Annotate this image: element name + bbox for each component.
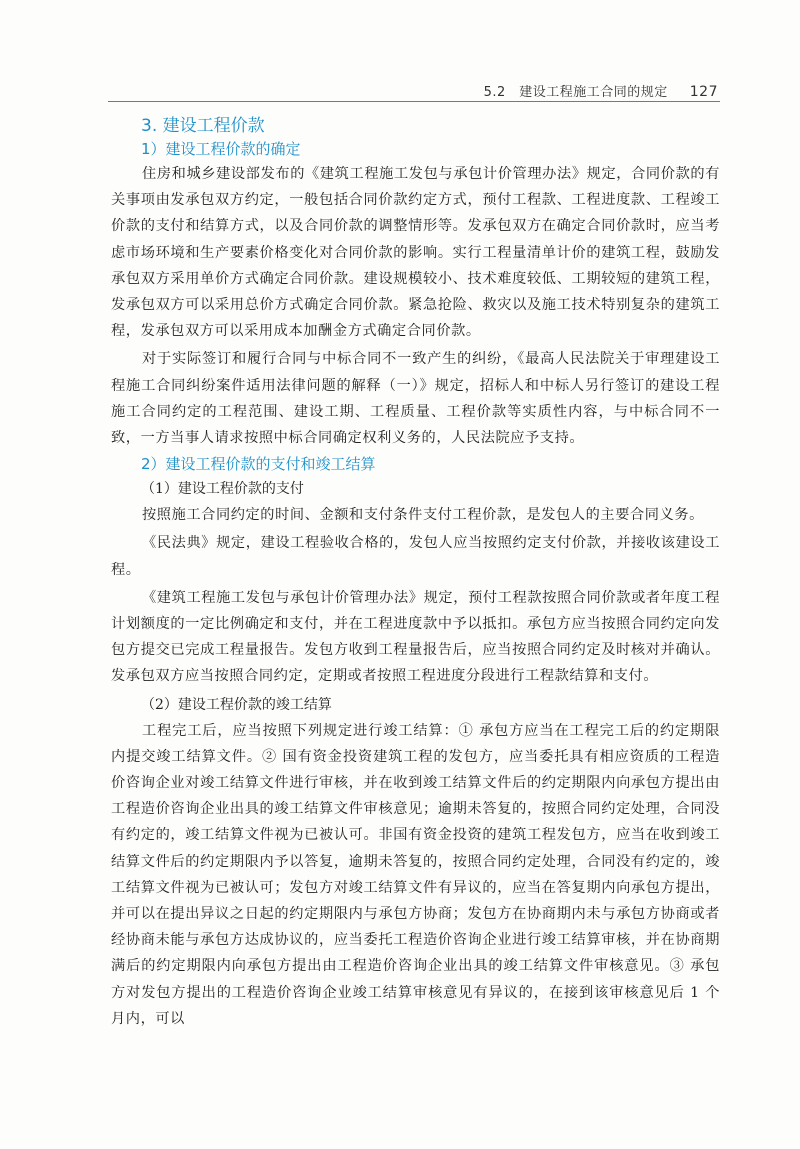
paragraph: 《建筑工程施工发包与承包计价管理办法》规定，预付工程款按照合同价款或者年度工程计划额度的一定比例确定和支付，并在工程进度款中予以抵扣。承包方应当按照合同约定向发包方提交已完成工程量报告。发包方收到工程量报告后，应当按照合同约定及时核对并确认。发承包双方应当按照合同约定，定期或者按照工程进度分段进行工程款结算和支付。: [111, 589, 720, 685]
paragraph: 按照施工合同约定的时间、金额和支付条件支付工程价款，是发包人的主要合同义务。: [142, 507, 704, 524]
paragraph: 对于实际签订和履行合同与中标合同不一致产生的纠纷，《最高人民法院关于审理建设工程施工合同纠纷案件适用法律问题的解释（一）》规定，招标人和中标人另行签订的建设工程施工合同约定的工程范围、建设工期、工程质量、工程价款等实质性内容，与中标合同不一致，一方当事人请求按照中标合同确定权利义务的，人民法院应予支持。: [111, 351, 720, 447]
page-number: 127: [689, 84, 718, 100]
header-divider: [108, 101, 720, 102]
running-header: [484, 81, 718, 100]
paragraph: 《民法典》规定，建设工程验收合格的，发包人应当按照约定支付价款，并接收该建设工程。: [111, 535, 720, 578]
subheading-final-settlement: （2）建设工程价款的竣工结算: [141, 696, 332, 713]
paragraph: 工程完工后，应当按照下列规定进行竣工结算：① 承包方应当在工程完工后的约定期限内提交竣工结算文件。② 国有资金投资建筑工程的发包方，应当委托具有相应资质的工程造价咨询企业对竣工结算文件进行审核，并在收到竣工结算文件后的约定期限内向承包方提出由工程造价咨询企业出具的竣工结算文件审核意见；逾期未答复的，按照合同约定处理，合同没有约定的，竣工结算文件视为已被认可。非国有资金投资的建筑工程发包方，应当在收到竣工结算文件后的约定期限内予以答复，逾期未答复的，按照合同约定处理，合同没有约定的，竣工结算文件视为已被认可；发包方对竣工结算文件有异议的，应当在答复期内向承包方提出，并可以在提出异议之日起的约定期限内与承包方协商；发包方在协商期内未与承包方协商或者经协商未能与承包方达成协议的，应当委托工程造价咨询企业进行竣工结算审核，并在协商期满后的约定期限内向承包方提出由工程造价咨询企业出具的竣工结算文件审核意见。③ 承包方对发包方提出的工程造价咨询企业竣工结算审核意见有异议的，在接到该审核意见后 1 个月内，可以: [111, 722, 720, 1027]
heading-construction-price: 3. 建设工程价款: [141, 116, 265, 136]
heading-payment-settlement: 2）建设工程价款的支付和竣工结算: [141, 455, 376, 474]
page-body: [111, 110, 720, 1034]
subheading-payment: （1）建设工程价款的支付: [141, 481, 304, 498]
paragraph: 住房和城乡建设部发布的《建筑工程施工发包与承包计价管理办法》规定，合同价款的有关事项由发承包双方约定，一般包括合同价款约定方式，预付工程款、工程进度款、工程竣工价款的支付和结算方式，以及合同价款的调整情形等。发承包双方在确定合同价款时，应当考虑市场环境和生产要素价格变化对合同价款的影响。实行工程量清单计价的建筑工程，鼓励发承包双方采用单价方式确定合同价款。建设规模较小、技术难度较低、工期较短的建筑工程，发承包双方可以采用总价方式确定合同价款。紧急抢险、救灾以及施工技术特别复杂的建筑工程，发承包双方可以采用成本加酬金方式确定合同价款。: [111, 166, 720, 340]
section-title: 5.2 建设工程施工合同的规定: [483, 85, 668, 100]
heading-price-determination: 1）建设工程价款的确定: [141, 140, 301, 158]
